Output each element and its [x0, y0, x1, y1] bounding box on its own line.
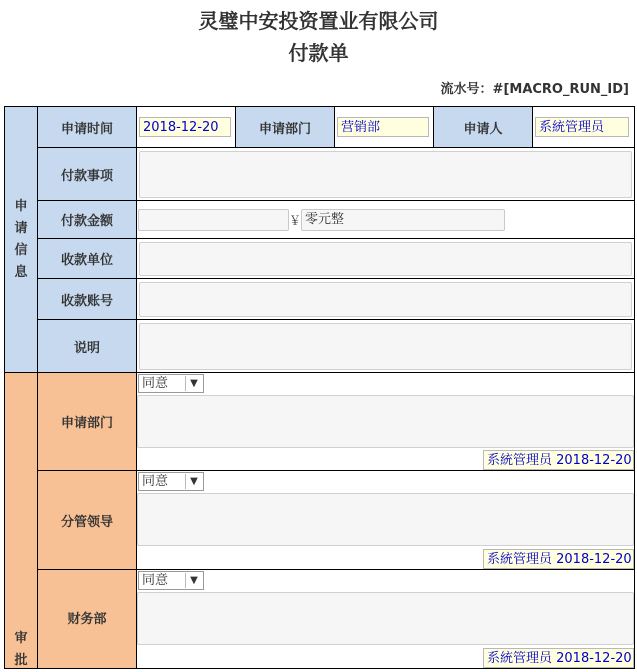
approval-row-label: 分管领导 — [38, 471, 137, 570]
form-title: 付款单 — [288, 41, 349, 65]
payment-form — [4, 106, 635, 669]
chevron-down-icon: ▼ — [185, 573, 202, 588]
currency-symbol: ￥ — [289, 213, 302, 227]
opinion-select[interactable] — [138, 472, 204, 491]
note-textarea[interactable] — [139, 323, 632, 370]
approval-row-label: 财务部 — [38, 570, 137, 669]
apply-info-group-label: 申请信息 — [14, 198, 28, 280]
payment-item-textarea[interactable] — [139, 151, 632, 198]
amount-uppercase-field[interactable]: 零元整 — [301, 209, 505, 231]
approval-group-label: 审批 — [14, 631, 28, 668]
dept-field[interactable]: 营销部 — [337, 117, 429, 137]
payee-textarea[interactable] — [139, 242, 632, 276]
account-textarea[interactable] — [139, 282, 632, 317]
opinion-select-value: 同意 — [142, 573, 169, 588]
opinion-select-value: 同意 — [142, 376, 169, 391]
opinion-textarea[interactable] — [137, 395, 634, 448]
payee-label: 收款单位 — [38, 239, 137, 279]
apply-time-label: 申请时间 — [38, 107, 137, 148]
opinion-select-value: 同意 — [142, 474, 169, 489]
approval-row-label: 申请部门 — [38, 373, 137, 471]
opinion-textarea[interactable] — [137, 493, 634, 546]
signature-field: 系統管理员 2018-12-20 — [483, 450, 634, 470]
opinion-select[interactable] — [138, 374, 204, 393]
amount-input[interactable] — [138, 209, 289, 231]
applicant-field[interactable]: 系統管理员 — [535, 117, 629, 137]
chevron-down-icon: ▼ — [185, 474, 202, 489]
apply-time-field[interactable]: 2018-12-20 — [139, 117, 231, 137]
signature-field: 系統管理员 2018-12-20 — [483, 648, 634, 668]
note-label: 说明 — [38, 320, 137, 373]
applicant-label: 申请人 — [434, 107, 533, 148]
amount-label: 付款金额 — [38, 201, 137, 239]
opinion-select[interactable] — [138, 571, 204, 590]
dept-label: 申请部门 — [236, 107, 335, 148]
payment-item-label: 付款事项 — [38, 148, 137, 201]
apply-info-group — [5, 107, 38, 373]
approval-group — [5, 373, 38, 669]
serial-number: 流水号：#[MACRO_RUN_ID] — [440, 82, 629, 97]
signature-field: 系統管理员 2018-12-20 — [483, 549, 634, 569]
account-label: 收款账号 — [38, 279, 137, 320]
chevron-down-icon: ▼ — [185, 376, 202, 391]
opinion-textarea[interactable] — [137, 592, 634, 645]
company-title: 灵璧中安投资置业有限公司 — [198, 9, 439, 33]
